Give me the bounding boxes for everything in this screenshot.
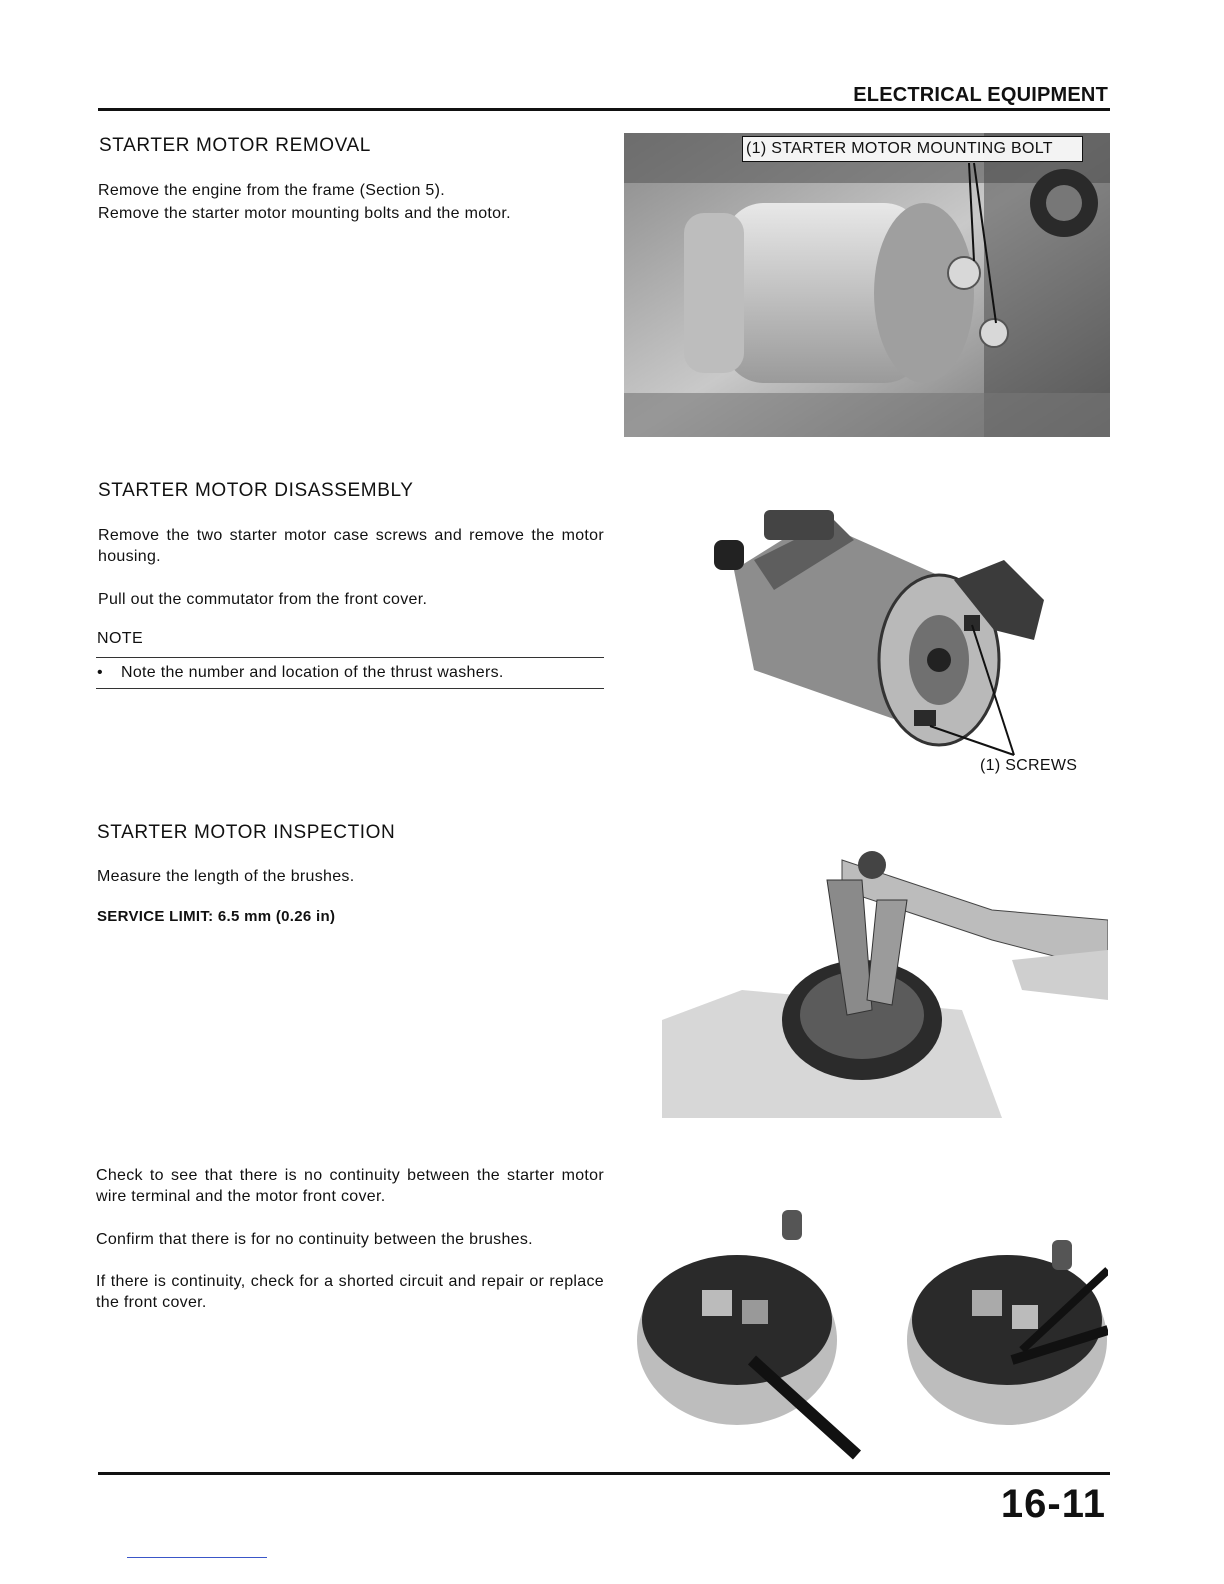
disassembly-para-2: Pull out the commutator from the front cover. <box>98 591 428 608</box>
note-rule-bottom <box>96 688 604 689</box>
inspection-para-4: If there is continuity, check for a shorted circuit and repair or replace the front cover. <box>96 1273 604 1311</box>
header-rule <box>98 108 1110 111</box>
service-limit-label: SERVICE LIMIT: <box>97 908 214 925</box>
page-number: 16-11 <box>1000 1482 1106 1526</box>
service-limit-value: 6.5 mm (0.26 in) <box>217 908 336 925</box>
photo-continuity-check <box>632 1210 1108 1460</box>
disassembly-heading: STARTER MOTOR DISASSEMBLY <box>98 480 414 501</box>
section-header: ELECTRICAL EQUIPMENT <box>853 84 1108 106</box>
note-rule-top <box>96 657 604 658</box>
footer-rule <box>98 1472 1110 1475</box>
inspection-para-3: Confirm that there is for no continuity between the brushes. <box>96 1231 533 1248</box>
photo-starter-motor-installed <box>624 133 1110 437</box>
inspection-para-2: Check to see that there is no continuity between the starter motor wire terminal and the motor front cover. <box>96 1167 604 1205</box>
removal-heading: STARTER MOTOR REMOVAL <box>99 135 371 156</box>
note-label: NOTE <box>97 630 144 647</box>
disassembly-para-1: Remove the two starter motor case screws and remove the motor housing. <box>98 527 604 565</box>
mounting-bolt-callout: (1) STARTER MOTOR MOUNTING BOLT <box>742 136 1083 162</box>
removal-line-1: Remove the engine from the frame (Section 5). <box>98 182 445 199</box>
note-item: Note the number and location of the thrust washers. <box>121 664 504 681</box>
photo-starter-motor-removed <box>694 500 1074 758</box>
removal-line-2: Remove the starter motor mounting bolts and the motor. <box>98 205 511 222</box>
screws-callout: (1) SCREWS <box>980 757 1078 774</box>
photo-brush-measurement <box>662 820 1108 1118</box>
inspection-para-1: Measure the length of the brushes. <box>97 868 355 885</box>
blue-underline <box>127 1557 267 1558</box>
note-bullet: • <box>97 664 103 681</box>
inspection-heading: STARTER MOTOR INSPECTION <box>97 822 396 843</box>
service-limit <box>97 908 335 925</box>
